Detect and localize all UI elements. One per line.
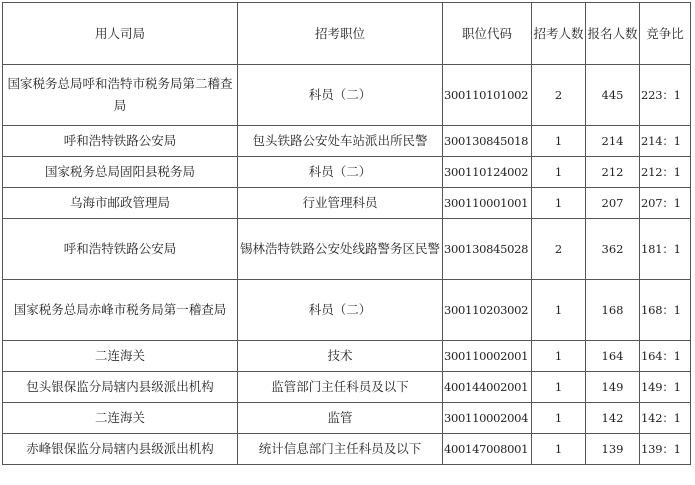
cell-dept: 乌海市邮政管理局 (3, 188, 238, 219)
table-row (3, 65, 691, 126)
cell-ratio: 164：1 (640, 341, 691, 372)
cell-dept: 二连海关 (3, 341, 238, 372)
cell-position: 行业管理科员 (238, 188, 443, 219)
cell-ratio: 142：1 (640, 403, 691, 434)
cell-code: 300110124002 (443, 157, 532, 188)
cell-quota: 1 (532, 157, 586, 188)
cell-position: 技术 (238, 341, 443, 372)
table-row (3, 219, 691, 280)
cell-dept: 呼和浩特铁路公安局 (3, 219, 238, 280)
cell-ratio: 168：1 (640, 280, 691, 341)
table-row (3, 372, 691, 403)
cell-quota: 1 (532, 341, 586, 372)
header-code: 职位代码 (443, 3, 532, 65)
cell-quota: 1 (532, 372, 586, 403)
cell-quota: 2 (532, 219, 586, 280)
cell-dept: 包头银保监分局辖内县级派出机构 (3, 372, 238, 403)
header-row (3, 3, 691, 65)
header-applicants: 报名人数 (586, 3, 640, 65)
cell-ratio: 149：1 (640, 372, 691, 403)
cell-applicants: 212 (586, 157, 640, 188)
cell-quota: 1 (532, 280, 586, 341)
cell-position: 科员（二） (238, 65, 443, 126)
cell-ratio: 207：1 (640, 188, 691, 219)
cell-position: 锡林浩特铁路公安处线路警务区民警 (238, 219, 443, 280)
cell-code: 300130845028 (443, 219, 532, 280)
cell-code: 300110203002 (443, 280, 532, 341)
cell-position: 监管 (238, 403, 443, 434)
header-quota: 招考人数 (532, 3, 586, 65)
cell-applicants: 164 (586, 341, 640, 372)
cell-dept: 二连海关 (3, 403, 238, 434)
cell-applicants: 139 (586, 434, 640, 465)
table-container (2, 2, 691, 465)
cell-quota: 1 (532, 434, 586, 465)
cell-dept: 国家税务总局赤峰市税务局第一稽查局 (3, 280, 238, 341)
cell-position: 科员（二） (238, 280, 443, 341)
table-row (3, 434, 691, 465)
header-dept: 用人司局 (3, 3, 238, 65)
header-ratio: 竞争比 (640, 3, 691, 65)
cell-position: 统计信息部门主任科员及以下 (238, 434, 443, 465)
table-row (3, 403, 691, 434)
header-position: 招考职位 (238, 3, 443, 65)
cell-applicants: 214 (586, 126, 640, 157)
cell-ratio: 223：1 (640, 65, 691, 126)
cell-quota: 1 (532, 403, 586, 434)
cell-code: 300110002004 (443, 403, 532, 434)
cell-ratio: 212：1 (640, 157, 691, 188)
cell-code: 400144002001 (443, 372, 532, 403)
cell-code: 300130845018 (443, 126, 532, 157)
cell-dept: 赤峰银保监分局辖内县级派出机构 (3, 434, 238, 465)
table-row (3, 341, 691, 372)
cell-ratio: 181：1 (640, 219, 691, 280)
cell-applicants: 362 (586, 219, 640, 280)
cell-applicants: 142 (586, 403, 640, 434)
cell-applicants: 168 (586, 280, 640, 341)
cell-dept: 国家税务总局呼和浩特市税务局第二稽查局 (3, 65, 238, 126)
cell-applicants: 149 (586, 372, 640, 403)
recruitment-table (2, 2, 691, 465)
cell-quota: 1 (532, 126, 586, 157)
cell-applicants: 207 (586, 188, 640, 219)
cell-applicants: 445 (586, 65, 640, 126)
cell-quota: 1 (532, 188, 586, 219)
cell-code: 400147008001 (443, 434, 532, 465)
table-row (3, 126, 691, 157)
cell-position: 监管部门主任科员及以下 (238, 372, 443, 403)
table-row (3, 188, 691, 219)
cell-position: 包头铁路公安处车站派出所民警 (238, 126, 443, 157)
cell-ratio: 139：1 (640, 434, 691, 465)
table-row (3, 157, 691, 188)
cell-dept: 国家税务总局固阳县税务局 (3, 157, 238, 188)
cell-ratio: 214：1 (640, 126, 691, 157)
cell-position: 科员（二） (238, 157, 443, 188)
cell-dept: 呼和浩特铁路公安局 (3, 126, 238, 157)
cell-code: 300110001001 (443, 188, 532, 219)
cell-quota: 2 (532, 65, 586, 126)
table-row (3, 280, 691, 341)
cell-code: 300110101002 (443, 65, 532, 126)
cell-code: 300110002001 (443, 341, 532, 372)
